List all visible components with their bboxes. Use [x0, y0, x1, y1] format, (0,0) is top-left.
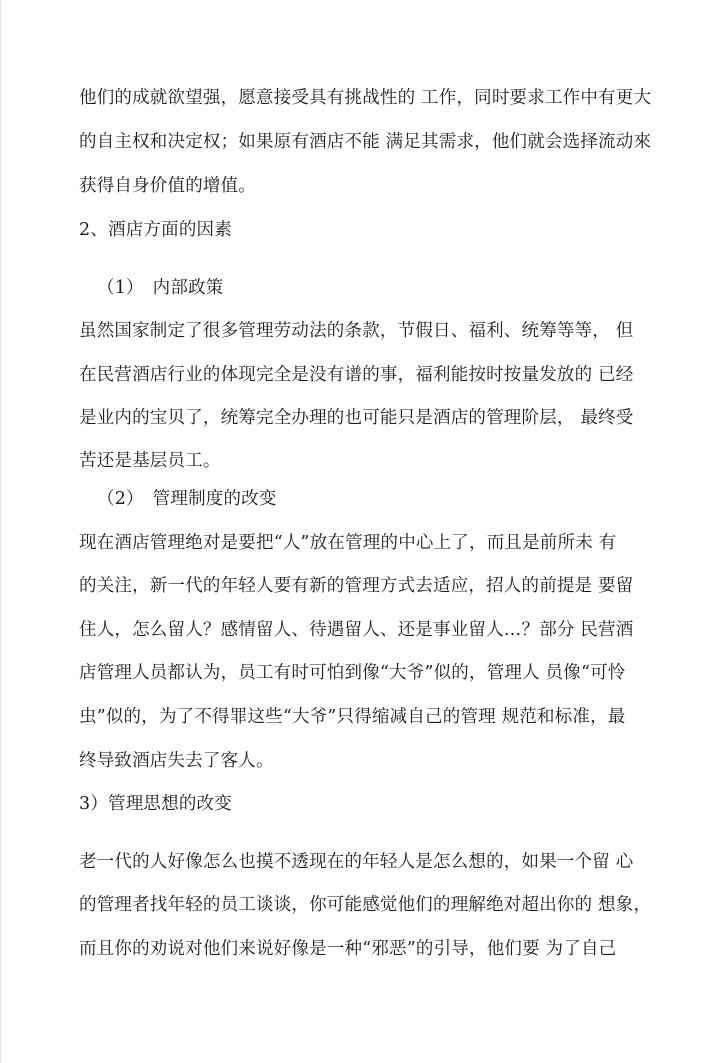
paragraph-line: 在民营酒店行业的体现完全是没有谱的事，福利能按时按量发放的 已经	[79, 365, 634, 385]
subsection-heading: （2） 管理制度的改变	[97, 489, 277, 509]
paragraph-line: 虽然国家制定了很多管理劳动法的条款，节假日、福利、统筹等等， 但	[79, 321, 634, 341]
paragraph-line: 是业内的宝贝了，统筹完全办理的也可能只是酒店的管理阶层， 最终受	[79, 408, 634, 428]
paragraph-line: 他们的成就欲望强，愿意接受具有挑战性的 工作，同时要求工作中有更大	[79, 88, 652, 108]
paragraph-line: 终导致酒店失去了客人。	[79, 751, 274, 771]
subsection-heading: （1） 内部政策	[97, 278, 224, 298]
paragraph-line: 的管理者找年轻的员工谈谈，你可能感觉他们的理解绝对超出你的 想象，	[79, 895, 652, 915]
paragraph-line: 店管理人员都认为，员工有时可怕到像“大爷”似的，管理人 员像“可怜	[79, 663, 626, 683]
paragraph-line: 的关注，新一代的年轻人要有新的管理方式去适应，招人的前提是 要留	[79, 576, 634, 596]
paragraph-line: 住人，怎么留人？感情留人、待遇留人、还是事业留人…？部分 民营酒	[79, 620, 634, 640]
paragraph-line: 而且你的劝说对他们来说好像是一种“邪恶”的引导，他们要 为了自己	[79, 939, 617, 959]
paragraph-line: 现在酒店管理绝对是要把“人”放在管理的中心上了，而且是前所未 有	[79, 533, 617, 553]
section-heading: 3）管理思想的改变	[79, 794, 232, 814]
section-heading: 2、酒店方面的因素	[79, 220, 232, 240]
paragraph-line: 老一代的人好像怎么也摸不透现在的年轻人是怎么想的，如果一个留 心	[79, 852, 634, 872]
paragraph-line: 的自主权和决定权；如果原有酒店不能 满足其需求，他们就会选择流动來	[79, 132, 652, 152]
paragraph-line: 获得自身价值的增值。	[79, 176, 256, 196]
paragraph-line: 苦还是基层员工。	[79, 451, 221, 471]
paragraph-line: 虫”似的，为了不得罪这些“大爷”只得缩减自己的管理 规范和标准，最	[79, 707, 626, 727]
